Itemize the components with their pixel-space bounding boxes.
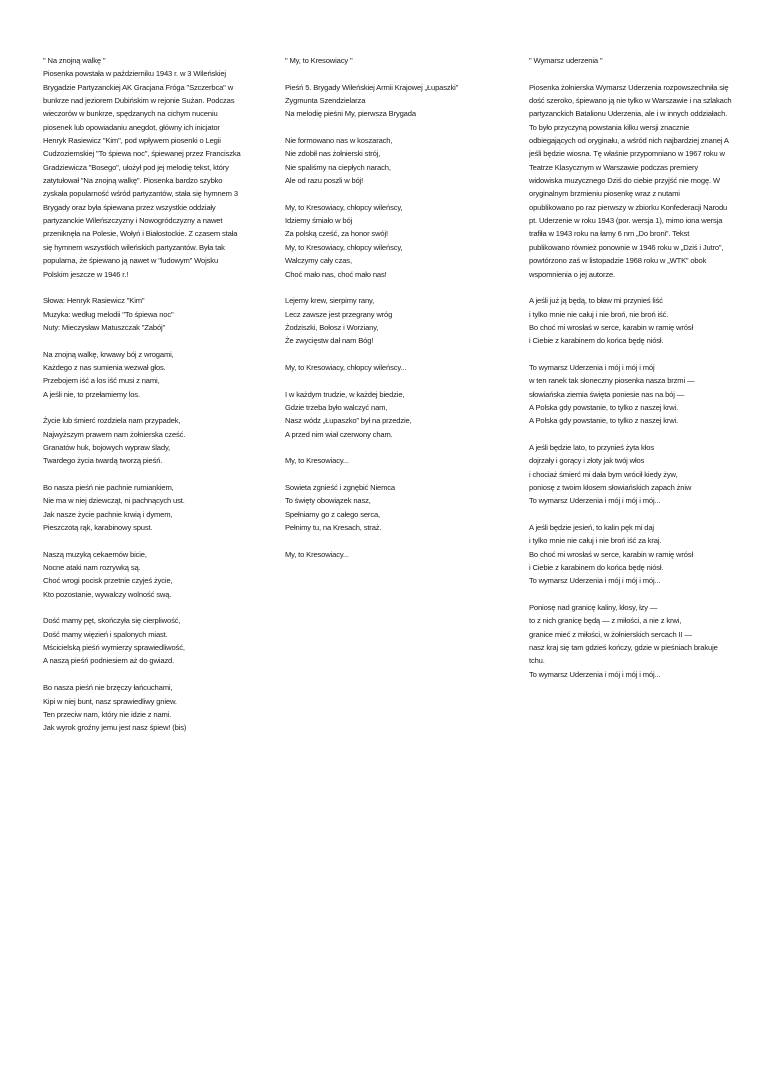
- text-line: A przed nim wiał czerwony cham.: [285, 429, 393, 439]
- text-line: My, to Kresowiacy...: [285, 549, 349, 559]
- text-block: [43, 548, 258, 601]
- text-line: Poniosę nad granicę kaliny, kłosy, łzy —: [529, 603, 658, 613]
- column-na-znojna-walke: [43, 54, 258, 748]
- text-line: " My, to Kresowiacy ": [285, 56, 353, 65]
- text-line: dojrzały i gorący i złoty jak twój włos: [529, 456, 645, 466]
- text-line: Nie zdobił nas żołnierski strój,: [285, 149, 381, 159]
- text-line: Każdego z nas sumienia wezwał głos.: [43, 362, 166, 372]
- text-block: [529, 361, 751, 428]
- text-line: odbiegających od oryginału, a wśród nich najbardziej znanej A: [529, 136, 729, 146]
- text-line: A jeśli nie, to przełamiemy los.: [43, 389, 140, 399]
- text-line: " Wymarsz uderzenia ": [529, 56, 603, 65]
- text-line: tchu.: [529, 656, 545, 666]
- text-line: Piosenka powstała w październiku 1943 r. w 3 Wileńskiej: [43, 69, 226, 79]
- text-line: Dość mamy więzień i spalonych miast.: [43, 629, 168, 639]
- text-line: Bo nasza pieśń nie brzęczy łańcuchami,: [43, 683, 173, 693]
- text-block: [285, 294, 500, 347]
- section-heading-block: [43, 54, 258, 281]
- text-line: popularna, że śpiewano ją nawet w "ludowym" Wojsku: [43, 256, 219, 266]
- text-line: partyzanckie Wileńszczyzny i Nowogródczyzny a nawet: [43, 216, 223, 226]
- text-line: Przebojem iść a los iść musi z nami,: [43, 376, 160, 386]
- text-line: Brygady oraz była śpiewana przez wszystkie oddziały: [43, 202, 216, 212]
- text-line: Gradziewicza "Bosego", ułożył pod jej melodię tekst, który: [43, 162, 229, 172]
- text-line: w ten ranek tak słoneczny piosenka nasza brzmi —: [529, 376, 695, 386]
- text-block: [285, 361, 500, 374]
- text-block: [285, 388, 500, 441]
- text-line: to z nich granicę będą — z miłości, a nie z krwi,: [529, 616, 682, 626]
- text-line: My, to Kresowiacy, chłopcy wileńscy...: [285, 362, 407, 372]
- text-line: Nasz wódz „Łupaszko” był na przedzie,: [285, 416, 412, 426]
- text-line: publikowano również ponownie w 1946 roku w „Dziś i Jutro”,: [529, 242, 724, 252]
- text-block: [43, 294, 258, 334]
- text-line: Lejemy krew, sierpimy rany,: [285, 296, 375, 306]
- text-line: partyzanckich Batalionu Uderzenia, ale i w innych oddziałach.: [529, 109, 728, 119]
- text-line: granice mieć z miłości, w żołnierskich sercach II —: [529, 629, 692, 639]
- text-line: oryginalnym brzmieniu piosenkę wraz z nutami: [529, 189, 680, 199]
- text-line: poniosę z twoim kłosem słowiańskich zapach żniw: [529, 483, 692, 492]
- text-line: Dość mamy pęt, skończyła się cierpliwość,: [43, 616, 181, 626]
- text-line: Piosenka żołnierska Wymarsz Uderzenia rozpowszechniła się: [529, 82, 729, 92]
- text-line: Choć mało nas, choć mało nas!: [285, 269, 387, 279]
- text-block: [43, 614, 258, 667]
- text-line: i chociaż śmierć mi dała bym wrócił kiedy żyw,: [529, 469, 678, 479]
- text-line: Jak nasze życie pachnie krwią i dymem,: [43, 509, 173, 519]
- text-line: i Ciebie z karabinem do końca będę niósł.: [529, 336, 664, 346]
- text-line: Muzyka: według melodii "To śpiewa noc": [43, 309, 174, 319]
- text-line: opublikowano po raz pierwszy w zbiorku Konfederacji Narodu: [529, 202, 728, 212]
- text-line: Nie ma w niej dziewcząt, ni pachnących ust.: [43, 496, 185, 506]
- text-line: A Polska gdy powstanie, to tylko z naszej krwi.: [529, 416, 679, 426]
- text-line: Bo nasza pieśń nie pachnie rumiankiem,: [43, 483, 174, 492]
- text-block: [43, 414, 258, 467]
- text-line: Bo choć mi wrosłaś w serce, karabin w ramię wrósł: [529, 549, 693, 559]
- text-line: To święty obowiązek nasz,: [285, 496, 371, 506]
- text-line: bunkrze nad jeziorem Dubińskim w rejonie Sużan. Podczas: [43, 96, 235, 106]
- text-line: Cudzoziemskiej "To śpiewa noc", śpiewanej przez Franciszka: [43, 149, 241, 159]
- text-line: I w każdym trudzie, w każdej biedzie,: [285, 389, 405, 399]
- text-line: i tylko mnie nie całuj i nie broń iść za kraj.: [529, 536, 662, 546]
- text-line: i Ciebie z karabinem do końca będę niósł.: [529, 563, 664, 573]
- text-line: Zygmunta Szendzielarza: [285, 96, 366, 106]
- text-line: Bo choć mi wrosłaś w serce, karabin w ramię wrósł: [529, 322, 693, 332]
- text-line: Życie lub śmierć rozdziela nam przypadek,: [43, 416, 181, 426]
- text-line: wspomnienia o jej autorze.: [529, 269, 616, 279]
- text-line: Kto pozostanie, wywalczy wolność swą.: [43, 589, 172, 599]
- text-line: Henryk Rasiewicz "Kim", pod wpływem piosenki o Legii: [43, 136, 221, 146]
- column-wymarsz-uderzenia: [529, 54, 751, 695]
- text-line: Granatów huk, bojowych wypraw ślady,: [43, 442, 170, 452]
- text-line: Za polską cześć, za honor swój!: [285, 229, 388, 239]
- text-block: [43, 348, 258, 401]
- text-line: Brygadzie Partyzanckiej AK Gracjana Fróga "Szczerbca" w: [43, 82, 234, 92]
- text-block: [43, 481, 258, 534]
- text-line: słowiańska ziemia święta poniesie nas na bój —: [529, 389, 685, 399]
- text-line: dość szeroko, śpiewano ją nie tylko w Warszawie i na szlakach: [529, 96, 732, 106]
- text-line: Nie spaliśmy na ciepłych narach,: [285, 162, 391, 172]
- text-line: Jak wyrok groźny jemu jest nasz śpiew! (bis): [43, 723, 187, 733]
- text-line: Nie formowano nas w koszarach,: [285, 136, 393, 146]
- text-line: Kipi w niej bunt, nasz sprawiedliwy gniew.: [43, 696, 177, 706]
- text-line: Na melodię pieśni My, pierwsza Brygada: [285, 109, 416, 119]
- section-heading-block: [285, 54, 500, 67]
- text-line: nasz kraj się tam gdzieś kończy, gdzie w pieśniach brakuje: [529, 643, 718, 653]
- text-line: Naszą muzyką cekaemów bicie,: [43, 549, 147, 559]
- text-line: Mścicielską pieśń wymierzy sprawiedliwość,: [43, 643, 185, 653]
- text-line: My, to Kresowiacy, chłopcy wileńscy,: [285, 202, 403, 212]
- text-line: Pieśń 5. Brygady Wileńskiej Armii Krajowej „Łupaszki”: [285, 82, 459, 92]
- text-block: [529, 294, 751, 347]
- text-block: [285, 548, 500, 561]
- text-line: się hymnem wszystkich wileńskich partyzantów. Była tak: [43, 242, 225, 252]
- text-line: A jeśli będzie jesień, to kalin pęk mi daj: [529, 523, 654, 533]
- text-line: Idziemy śmiało w bój: [285, 216, 353, 226]
- text-line: Najwyższym prawem nam żołnierska cześć.: [43, 429, 186, 439]
- text-line: jeśli będzie wiosna. Tę właśnie przypomniano w 1967 roku w: [529, 149, 725, 159]
- text-line: Nocne ataki nam rozrywką są.: [43, 563, 141, 573]
- text-line: Gdzie trzeba było walczyć nam,: [285, 402, 388, 412]
- text-line: A jeśli już ją będą, to bław mi przynieś liść: [529, 296, 663, 306]
- text-line: Żodziszki, Bołosz i Worziany,: [285, 322, 379, 332]
- text-line: zyskała popularność wśród partyzantów, stała się hymnem 3: [43, 189, 238, 199]
- text-line: przeniknęła na Polesie, Wołyń i Białostockie. Z czasem stała: [43, 229, 238, 239]
- column-my-to-kresowiacy: [285, 54, 500, 574]
- text-line: My, to Kresowiacy, chłopcy wileńscy,: [285, 242, 403, 252]
- text-line: Spełniamy go z całego serca,: [285, 509, 380, 519]
- text-line: A naszą pieśń podniesiem aż do gwiazd.: [43, 656, 175, 666]
- text-line: " Na znojną walkę ": [43, 56, 106, 65]
- text-line: Pełnimy tu, na Kresach, straż.: [285, 523, 382, 533]
- text-line: Słowa: Henryk Rasiewicz "Kim": [43, 296, 145, 306]
- text-block: [529, 601, 751, 681]
- text-line: Że zwycięstw dał nam Bóg!: [285, 336, 374, 346]
- text-block: [285, 134, 500, 187]
- text-line: Ten przeciw nam, który nie idzie z nami.: [43, 709, 172, 719]
- text-line: wieczorów w bunkrze, spędzanych na cichym nuceniu: [43, 109, 218, 119]
- text-line: zatytułował "Na znojną walkę". Piosenka bardzo szybko: [43, 176, 223, 186]
- text-line: Nuty: Mieczysław Matuszczak "Zabój": [43, 322, 166, 332]
- text-line: My, to Kresowiacy...: [285, 456, 349, 466]
- text-line: To wymarsz Uderzenia i mój i mój i mój...: [529, 496, 661, 506]
- text-line: Lecz zawsze jest przegrany wróg: [285, 309, 393, 319]
- text-line: i tylko mnie nie całuj i nie broń, nie broń iść.: [529, 309, 669, 319]
- text-line: To było przyczyną powstania kilku wersji znacznie: [529, 122, 690, 132]
- section-heading-block: [529, 54, 751, 67]
- text-line: A Polska gdy powstanie, to tylko z naszej krwi.: [529, 402, 679, 412]
- text-line: Walczymy cały czas,: [285, 256, 352, 266]
- text-block: [285, 481, 500, 534]
- text-block: [529, 521, 751, 588]
- text-line: Sowieta zgnieść i zgnębić Niemca: [285, 483, 396, 492]
- text-line: To wymarsz Uderzenia i mój i mój i mój: [529, 362, 655, 372]
- text-line: powtórzono zaś w listopadzie 1968 roku w „WTK” obok: [529, 256, 707, 266]
- text-line: Pieszczotą rąk, karabinowy spust.: [43, 523, 153, 533]
- text-line: piosenek lub opowiadaniu anegdot, główny ich inicjator: [43, 122, 220, 132]
- text-line: To wymarsz Uderzenia i mój i mój i mój...: [529, 576, 661, 586]
- text-block: [285, 81, 500, 121]
- text-block: [43, 681, 258, 734]
- text-line: Twardego życia twardą tworzą pieśń.: [43, 456, 163, 466]
- text-block: [285, 454, 500, 467]
- text-line: Choć wrogi pocisk przetnie czyjeś życie,: [43, 576, 173, 586]
- text-line: To wymarsz Uderzenia i mój i mój i mój...: [529, 669, 661, 679]
- text-line: widowiska muzycznego Dziś do ciebie przyjść nie mogę. W: [529, 176, 720, 186]
- text-line: pt. Uderzenie w roku 1943 (por. wersja 1), mimo iona wersja: [529, 216, 723, 226]
- text-line: Na znojną walkę, krwawy bój z wrogami,: [43, 349, 174, 359]
- text-line: trafiła w 1943 roku na łamy 6 nrn „Do broni”. Tekst: [529, 229, 690, 239]
- text-line: Ale od razu poszli w bój!: [285, 176, 364, 186]
- text-block: [529, 81, 751, 281]
- text-line: Polskim jeszcze w 1946 r.!: [43, 269, 129, 279]
- text-line: A jeśli będzie lato, to przynieś żyta kłos: [529, 442, 654, 452]
- text-line: Teatrze Klasycznym w Warszawie podczas premiery: [529, 162, 699, 172]
- text-block: [529, 441, 751, 508]
- text-block: [285, 201, 500, 281]
